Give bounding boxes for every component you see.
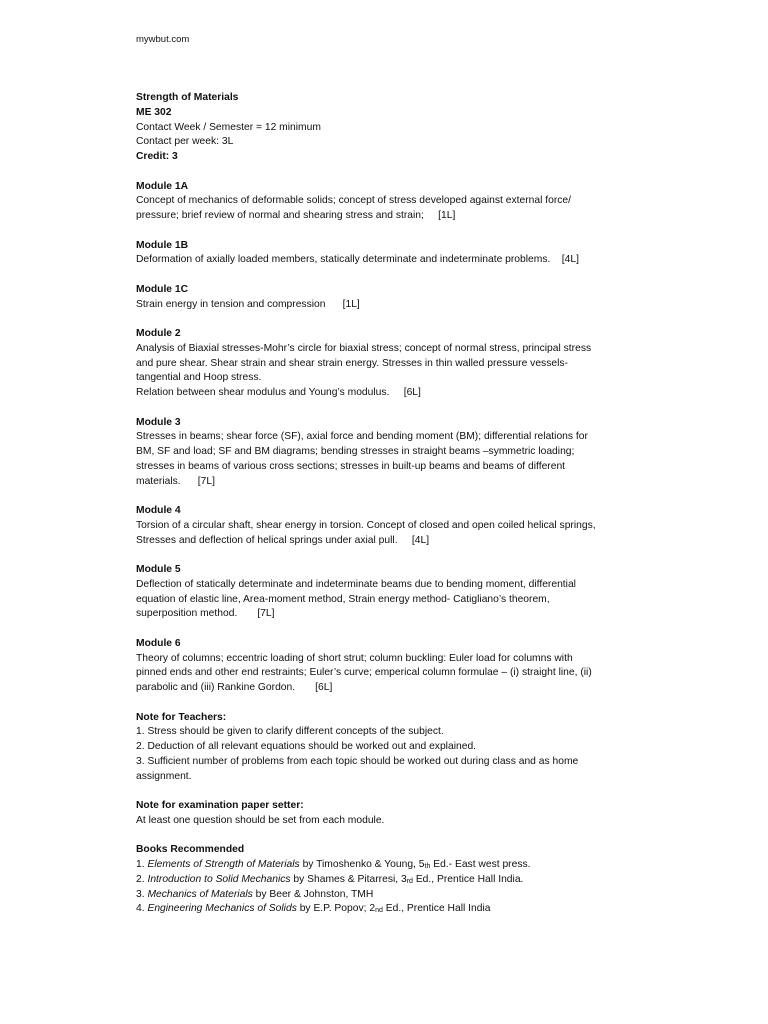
book-publisher: Ed.- East west press.	[430, 859, 531, 870]
module-text-line: materials. [7L]	[136, 475, 215, 487]
book-author: by E.P. Popov; 2	[296, 903, 376, 915]
book-edition-suffix: th	[424, 863, 431, 870]
module-text-line: superposition method. [7L]	[136, 608, 275, 620]
module-section	[136, 504, 641, 548]
spacer	[136, 784, 641, 799]
module-text-line: BM, SF and load; SF and BM diagrams; bending stresses in straight beams –symmetric loading;	[136, 446, 575, 457]
module-section	[136, 637, 641, 696]
course-credit: Credit: 3	[136, 151, 178, 162]
contact-per-week: Contact per week: 3L	[136, 136, 234, 148]
module-section	[136, 283, 641, 313]
module-text-line: equation of elastic line, Area-moment method, Strain energy method- Catigliano’s theorem,	[136, 593, 550, 605]
spacer	[136, 268, 641, 283]
course-code: ME 302	[136, 106, 172, 118]
module-text-line: Torsion of a circular shaft, shear energy in torsion. Concept of closed and open coiled helical springs,	[136, 519, 596, 531]
book-item	[136, 888, 641, 903]
book-author: by Timoshenko & Young, 5	[299, 859, 425, 870]
module-section	[136, 239, 641, 269]
module-text-line: Theory of columns; eccentric loading of short strut; column buckling: Euler load for columns with	[136, 652, 573, 664]
book-item	[136, 858, 641, 873]
module-text-line: parabolic and (iii) Rankine Gordon. [6L]	[136, 682, 333, 693]
module-heading: Module 2	[136, 328, 181, 339]
module-text-line: and pure shear. Shear strain and shear strain energy. Stresses in thin walled pressure vessels-	[136, 357, 568, 369]
module-text-line: Stresses and deflection of helical springs under axial pull. [4L]	[136, 534, 430, 546]
spacer	[136, 165, 641, 180]
teachers-note	[136, 711, 641, 785]
examiner-note-heading: Note for examination paper setter:	[136, 800, 304, 811]
book-title: Introduction to Solid Mechanics	[147, 873, 291, 885]
module-text-line: pressure; brief review of normal and shearing stress and strain; [1L]	[136, 210, 456, 221]
book-title: Mechanics of Materials	[147, 888, 253, 900]
module-heading: Module 1B	[136, 239, 189, 251]
teachers-note-heading: Note for Teachers:	[136, 711, 227, 723]
teachers-note-line: 1. Stress should be given to clarify different concepts of the subject.	[136, 726, 444, 738]
book-publisher: Ed., Prentice Hall India.	[412, 873, 524, 885]
book-number: 3.	[136, 888, 148, 900]
book-number: 4.	[136, 903, 148, 915]
book-author: by Shames & Pitarresi, 3	[290, 873, 407, 885]
module-text-line: Analysis of Biaxial stresses-Mohr’s circle for biaxial stress; concept of normal stress, principal stress	[136, 342, 592, 354]
module-heading: Module 5	[136, 564, 181, 575]
books-heading: Books Recommended	[136, 844, 245, 856]
module-text-line: pinned ends and other end restraints; Euler’s curve; emperical column formulae – (i) straight line, (ii)	[136, 667, 592, 679]
book-number: 2.	[136, 873, 148, 885]
examiner-note-line: At least one question should be set from each module.	[136, 814, 385, 826]
module-text-line: Deformation of axially loaded members, statically determinate and indeterminate problems. [4L]	[136, 254, 579, 266]
book-title: Elements of Strength of Materials	[147, 859, 300, 870]
teachers-note-line: 3. Sufficient number of problems from each topic should be worked out during class and as home	[136, 755, 579, 767]
spacer	[136, 489, 641, 504]
module-heading: Module 1A	[136, 180, 189, 192]
examiner-note	[136, 799, 641, 829]
module-text-line: stresses in beams of various cross sections; stresses in built-up beams and beams of different	[136, 460, 566, 472]
site-watermark: mywbut.com	[136, 34, 190, 45]
module-section	[136, 327, 641, 401]
book-number: 1.	[136, 859, 148, 870]
module-heading: Module 4	[136, 505, 181, 516]
module-heading: Module 6	[136, 637, 181, 649]
module-heading: Module 1C	[136, 283, 189, 295]
book-item	[136, 902, 641, 917]
module-text-line: Concept of mechanics of deformable solids; concept of stress developed against external force/	[136, 195, 571, 207]
syllabus-content	[136, 91, 641, 917]
book-item	[136, 873, 641, 888]
spacer	[136, 401, 641, 416]
book-edition-suffix: rd	[406, 877, 413, 885]
module-text-line: Relation between shear modulus and Young’s modulus. [6L]	[136, 387, 421, 398]
book-title: Engineering Mechanics of Solids	[147, 903, 297, 915]
module-text-line: tangential and Hoop stress.	[136, 372, 262, 384]
module-section	[136, 180, 641, 224]
spacer	[136, 829, 641, 844]
spacer	[136, 622, 641, 637]
spacer	[136, 312, 641, 327]
module-section	[136, 416, 641, 490]
course-title: Strength of Materials	[136, 92, 239, 103]
module-text-line: Deflection of statically determinate and indeterminate beams due to bending moment, differential	[136, 578, 576, 590]
spacer	[136, 548, 641, 563]
spacer	[136, 224, 641, 239]
module-text-line: Stresses in beams; shear force (SF), axial force and bending moment (BM); differential relations for	[136, 431, 588, 443]
spacer	[136, 696, 641, 711]
module-heading: Module 3	[136, 416, 181, 428]
book-author: by Beer & Johnston, TMH	[252, 888, 374, 900]
books-recommended	[136, 843, 641, 917]
course-info	[136, 91, 641, 165]
teachers-note-line: assignment.	[136, 770, 192, 782]
module-text-line: Strain energy in tension and compression [1L]	[136, 298, 360, 310]
book-publisher: Ed., Prentice Hall India	[382, 903, 491, 915]
teachers-note-line: 2. Deduction of all relevant equations should be worked out and explained.	[136, 741, 477, 752]
book-edition-suffix: nd	[375, 907, 383, 915]
module-section	[136, 563, 641, 622]
contact-week: Contact Week / Semester = 12 minimum	[136, 121, 321, 133]
